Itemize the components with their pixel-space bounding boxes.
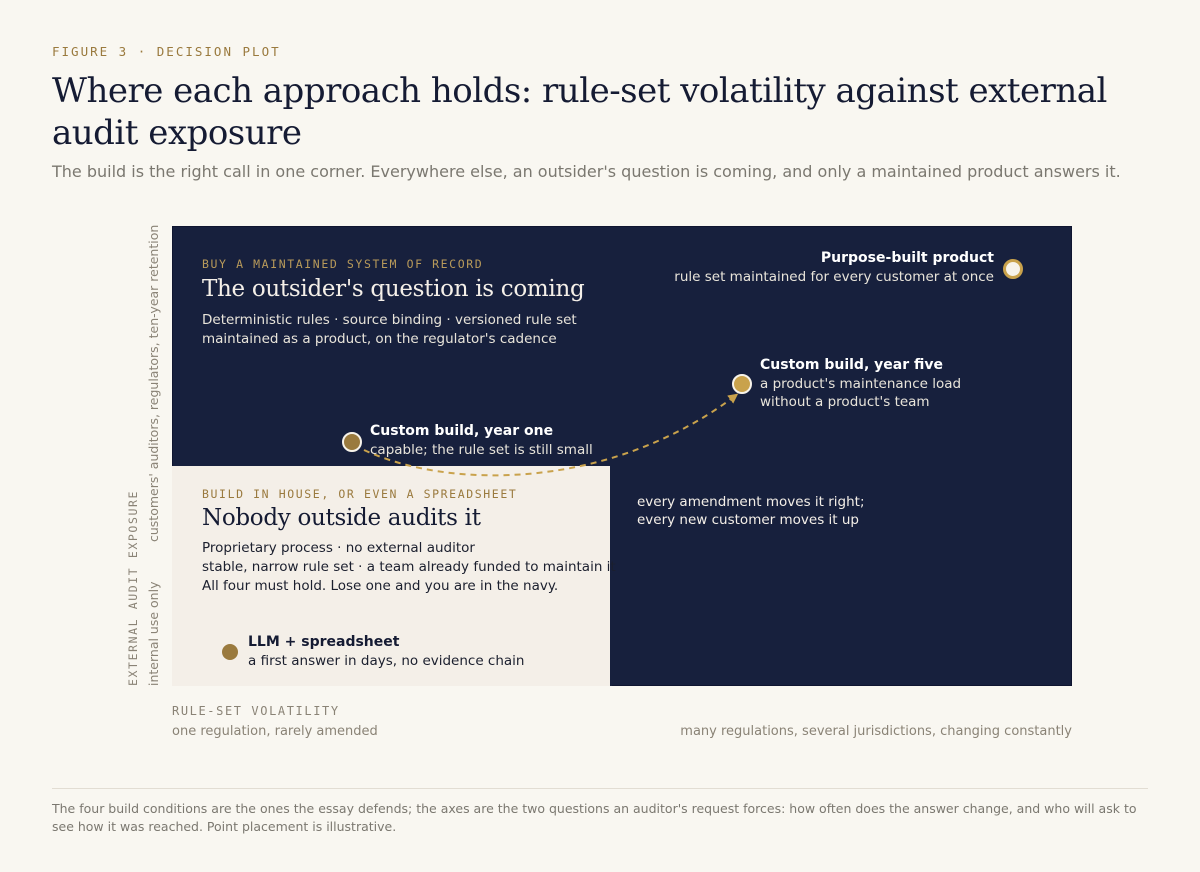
annotation-line-2: every new customer moves it up	[637, 512, 859, 528]
year-five-desc-1: a product's maintenance load	[760, 376, 962, 392]
build-zone-eyebrow: BUILD IN HOUSE, OR EVEN A SPREADSHEET	[202, 487, 518, 501]
annotation-line-1: every amendment moves it right;	[637, 494, 865, 510]
build-zone-desc-1: Proprietary process · no external auditor	[202, 540, 475, 556]
year-five-marker	[732, 374, 752, 394]
y-axis-low: internal use only	[146, 581, 161, 686]
x-axis-high: many regulations, several jurisdictions, changing constantly	[680, 724, 1072, 739]
footer-divider	[52, 788, 1148, 789]
build-zone-title: Nobody outside audits it	[202, 505, 481, 531]
x-axis-label: RULE-SET VOLATILITY	[172, 704, 340, 718]
x-axis-low: one regulation, rarely amended	[172, 724, 378, 739]
build-zone-desc-3: All four must hold. Lose one and you are in the navy.	[202, 578, 559, 594]
product-desc: rule set maintained for every customer at once	[674, 269, 994, 285]
year-one-desc: capable; the rule set is still small	[370, 442, 593, 458]
llm-desc: a first answer in days, no evidence chain	[248, 653, 525, 669]
year-five-desc-2: without a product's team	[760, 394, 930, 410]
buy-zone-desc-1: Deterministic rules · source binding · versioned rule set	[202, 312, 577, 328]
footnote: The four build conditions are the ones the essay defends; the axes are the two questions an auditor's request forces: how often does the answer change, and who will ask to see how it was reached. Point placement is illustrative.	[52, 801, 1137, 834]
buy-zone-desc-2: maintained as a product, on the regulator's cadence	[202, 331, 557, 347]
page-title: Where each approach holds: rule-set volatility against external audit exposure	[52, 71, 1107, 153]
y-axis-high: customers' auditors, regulators, ten-year retention	[146, 224, 161, 542]
buy-zone-title: The outsider's question is coming	[202, 276, 585, 302]
llm-marker	[222, 644, 238, 660]
y-axis-label: EXTERNAL AUDIT EXPOSURE	[126, 489, 140, 686]
product-title: Purpose-built product	[820, 250, 994, 266]
llm-title: LLM + spreadsheet	[248, 634, 400, 650]
product-marker	[1003, 259, 1023, 279]
buy-zone-eyebrow: BUY A MAINTAINED SYSTEM OF RECORD	[202, 257, 484, 271]
year-one-marker	[342, 432, 362, 452]
page-subtitle: The build is the right call in one corner. Everywhere else, an outsider's question is coming, and only a maintained product answers it.	[52, 162, 1121, 181]
year-five-title: Custom build, year five	[760, 357, 943, 373]
year-one-title: Custom build, year one	[370, 423, 554, 439]
figure-eyebrow: FIGURE 3 · DECISION PLOT	[52, 44, 281, 59]
build-zone-desc-2: stable, narrow rule set · a team already funded to maintain it	[202, 559, 616, 575]
